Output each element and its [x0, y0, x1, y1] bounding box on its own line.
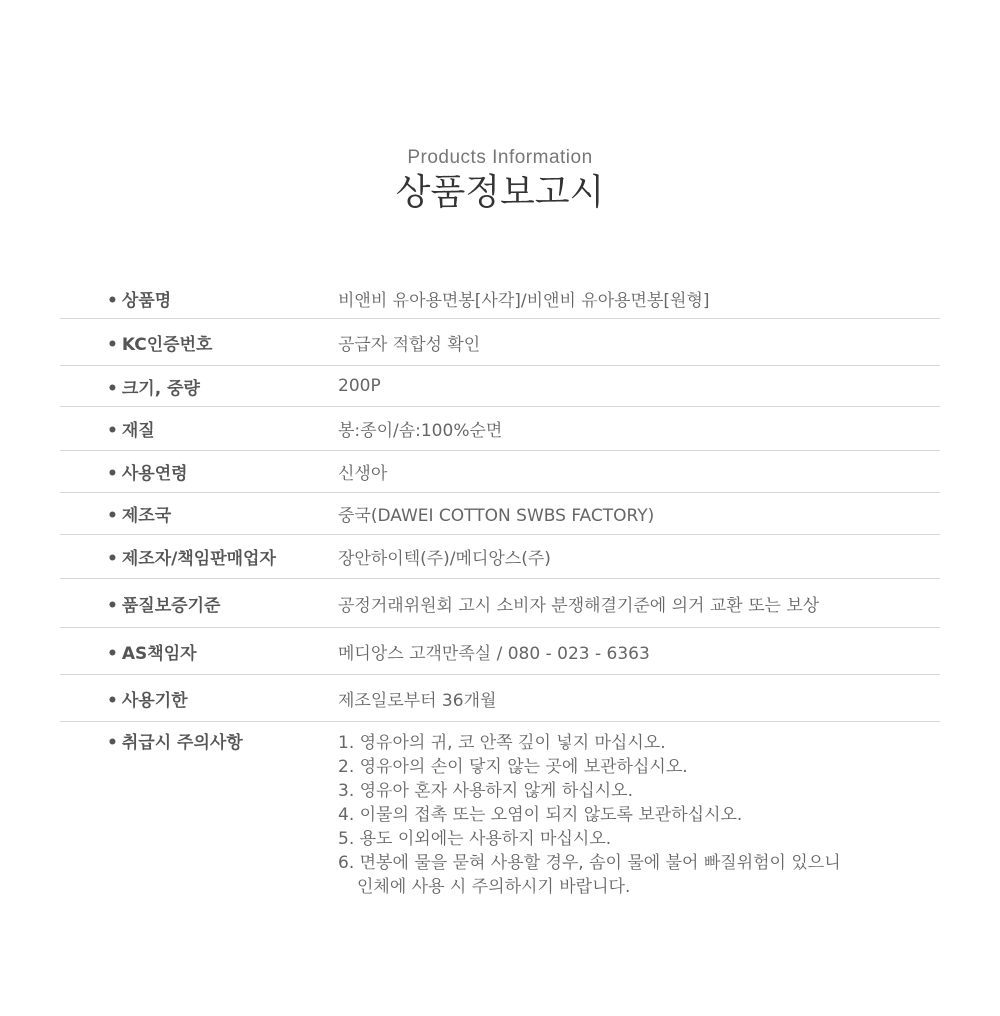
row-label	[60, 639, 338, 664]
info-row-material	[60, 407, 940, 451]
row-label	[60, 544, 338, 569]
caution-continuation-text: 인체에 사용 시 주의하시기 바랍니다.	[357, 877, 631, 897]
caution-item: 2. 영유아의 손이 닿지 않는 곳에 보관하십시오.	[338, 757, 688, 777]
row-label	[60, 501, 338, 526]
row-label-text: 재질	[121, 421, 155, 441]
caution-item-continuation	[338, 875, 940, 899]
caution-item: 6. 면봉에 물을 묻혀 사용할 경우, 솜이 물에 불어 빠질위험이 있으니	[338, 853, 841, 873]
row-label-text: 제조자/책임판매업자	[121, 549, 276, 569]
caution-item: 5. 용도 이외에는 사용하지 마십시오.	[338, 829, 612, 849]
bullet-icon: •	[107, 421, 118, 441]
row-label-text: AS책임자	[121, 643, 197, 664]
row-label	[60, 731, 338, 755]
info-row-quality-standard	[60, 579, 940, 628]
info-row-expiry	[60, 675, 940, 722]
caution-item: 3. 영유아 혼자 사용하지 않게 하십시오.	[338, 781, 633, 801]
row-label-text: 제조국	[121, 506, 172, 526]
info-row-age	[60, 451, 940, 493]
header	[0, 146, 1000, 214]
info-row-kc-cert	[60, 319, 940, 366]
row-value: 200P	[338, 376, 381, 396]
bullet-icon: •	[107, 334, 118, 355]
info-row-size-weight	[60, 366, 940, 407]
row-value: 장안하이텍(주)/메디앙스(주)	[338, 549, 551, 569]
row-label-text: 크기, 중량	[121, 378, 200, 399]
bullet-icon: •	[107, 290, 118, 311]
bullet-icon: •	[107, 378, 118, 399]
row-label	[60, 459, 338, 484]
row-value: 비앤비 유아용면봉[사각]/비앤비 유아용면봉[원형]	[338, 290, 710, 311]
row-label-text: 취급시 주의사항	[121, 733, 243, 753]
row-label	[60, 374, 338, 399]
row-label-text: 사용기한	[121, 690, 188, 711]
page-subtitle: Products Information	[407, 147, 593, 168]
info-row-country	[60, 493, 940, 535]
row-label	[60, 416, 338, 441]
bullet-icon: •	[107, 690, 118, 711]
row-value: 공급자 적합성 확인	[338, 334, 481, 355]
row-label-text: 상품명	[121, 290, 172, 311]
bullet-icon: •	[107, 643, 118, 664]
caution-list	[338, 731, 940, 899]
product-info-table	[60, 278, 940, 899]
row-value: 공정거래위원회 고시 소비자 분쟁해결기준에 의거 교환 또는 보상	[338, 595, 820, 616]
bullet-icon: •	[107, 464, 118, 484]
bullet-icon: •	[107, 549, 118, 569]
info-row-manufacturer	[60, 535, 940, 579]
info-row-caution	[60, 722, 940, 899]
caution-item: 1. 영유아의 귀, 코 안쪽 깊이 넣지 마십시오.	[338, 733, 666, 753]
row-label	[60, 686, 338, 711]
bullet-icon: •	[107, 595, 118, 616]
bullet-icon: •	[107, 733, 118, 753]
row-value: 메디앙스 고객만족실 / 080 - 023 - 6363	[338, 643, 650, 664]
row-value: 봉:종이/솜:100%순면	[338, 421, 503, 441]
page-title: 상품정보고시	[395, 172, 605, 213]
row-value: 신생아	[338, 464, 388, 484]
row-label	[60, 286, 338, 311]
info-row-product-name	[60, 278, 940, 319]
caution-item: 4. 이물의 접촉 또는 오염이 되지 않도록 보관하십시오.	[338, 805, 743, 825]
row-value: 중국(DAWEI COTTON SWBS FACTORY)	[338, 506, 655, 526]
row-label-text: 사용연령	[121, 464, 188, 484]
row-label	[60, 330, 338, 355]
caution-value	[338, 731, 940, 899]
bullet-icon: •	[107, 506, 118, 526]
row-label	[60, 591, 338, 616]
row-label-text: 품질보증기준	[121, 595, 221, 616]
row-label-text: KC인증번호	[121, 334, 213, 355]
row-value: 제조일로부터 36개월	[338, 690, 497, 711]
info-row-as-contact	[60, 628, 940, 675]
